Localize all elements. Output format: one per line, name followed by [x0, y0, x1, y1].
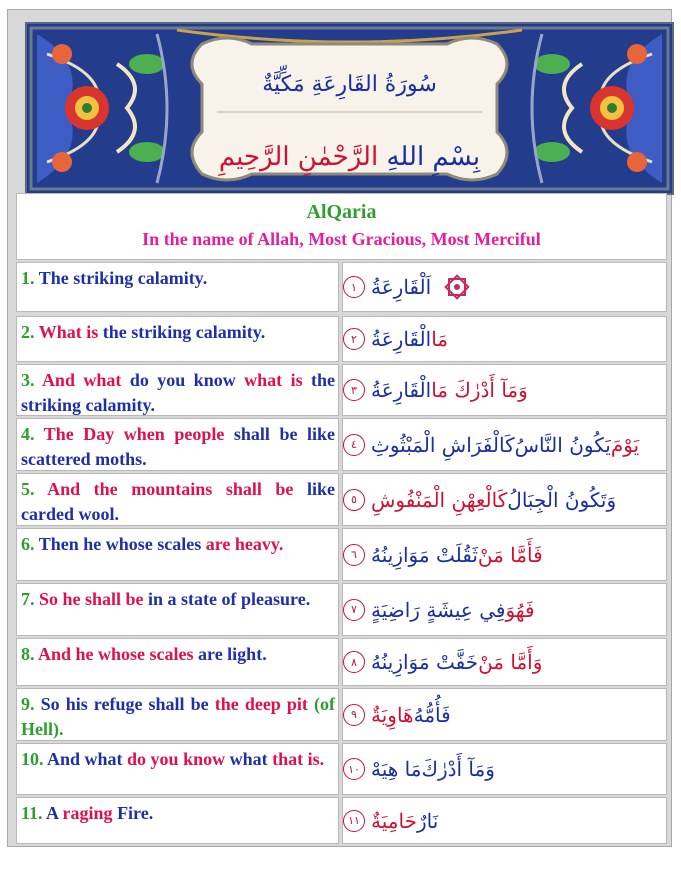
table-row [16, 638, 667, 686]
arabic-segment: الْقَارِعَةُ [371, 378, 432, 402]
verse-number: 10. [21, 749, 44, 769]
ayah-number-marker: ٦ [343, 544, 365, 566]
arabic-segment: هَاوِيَةٌ [371, 702, 414, 727]
english-translation-cell [16, 364, 339, 416]
page-title: AlQaria [306, 201, 377, 223]
title-box [16, 193, 667, 260]
english-translation-cell [16, 638, 339, 686]
translation-segment: what [225, 749, 273, 769]
table-row [16, 743, 667, 795]
verse-number: 5. [21, 479, 35, 499]
english-translation-cell [16, 262, 339, 312]
arabic-segment: مَا هِيَهْ [371, 757, 422, 781]
table-row [16, 418, 667, 471]
translation-segment: shall be like scattered moths. [21, 424, 335, 469]
translation-segment: And what [47, 749, 128, 769]
arabic-verse-cell [342, 528, 667, 581]
arabic-segment: فَهُوَ [505, 597, 535, 622]
english-translation-cell [16, 316, 339, 362]
verse-number: 11. [21, 803, 43, 823]
translation-segment: (of Hell). [21, 694, 335, 739]
translation-segment: And he whose scales [38, 644, 194, 664]
translation-segment: So he shall be [39, 589, 144, 609]
ayah-number-marker: ٨ [343, 651, 365, 673]
arabic-segment: كَالْعِهْنِ الْمَنْفُوشِ [371, 487, 508, 512]
translation-segment: the deep pit [214, 694, 308, 714]
translation-segment: raging [62, 803, 113, 823]
arabic-verse-cell [342, 638, 667, 686]
surah-name-text: سُورَةُ القَارِعَةِ مَكِّيَّةٌ [262, 72, 437, 97]
translation-segment: what is [244, 370, 303, 390]
arabic-segment: حَامِيَةٌ [371, 808, 417, 833]
ayah-number-marker: ٤ [343, 434, 365, 456]
page-subtitle: In the name of Allah, Most Gracious, Most Merciful [142, 229, 541, 249]
ayah-number-marker: ٣ [343, 379, 365, 401]
arabic-segment: فَأَمَّا مَنْ [477, 542, 543, 567]
surah-name-arabic [27, 72, 672, 97]
basmala-arabic [27, 142, 672, 172]
basmala-part1: بِسْمِ اللهِ [386, 142, 481, 172]
table-row [16, 262, 667, 312]
table-row [16, 797, 667, 844]
ayah-number-marker: ٧ [343, 599, 365, 621]
translation-segment: in a state of pleasure. [143, 589, 311, 609]
translation-segment: A [46, 803, 63, 823]
verse-number: 6. [21, 534, 35, 554]
english-translation-cell [16, 473, 339, 526]
ayah-number-marker: ٩ [343, 704, 365, 726]
arabic-verse-cell [342, 583, 667, 636]
translation-segment: Fire. [112, 803, 154, 823]
arabic-segment: يَكُونُ النَّاسُ [514, 432, 611, 457]
arabic-segment: يَوْمَ [610, 432, 640, 457]
arabic-verse-cell [342, 743, 667, 795]
arabic-verse-cell [342, 262, 667, 312]
verse-number: 3. [21, 370, 35, 390]
arabic-verse-cell [342, 797, 667, 844]
arabic-segment: خَفَّتْ مَوَازِينُهُ [371, 650, 479, 674]
arabic-verse-cell [342, 688, 667, 741]
table-row [16, 528, 667, 581]
ayah-number-marker: ١١ [343, 810, 365, 832]
arabic-segment: فِي عِيشَةٍ رَاضِيَةٍ [371, 597, 506, 622]
translation-segment: the striking calamity. [21, 370, 335, 415]
arabic-verse-cell [342, 316, 667, 362]
arabic-segment: مَا [431, 327, 448, 351]
table-row [16, 583, 667, 636]
translation-segment: The striking calamity. [38, 268, 208, 288]
arabic-segment: اَلْقَارِعَةُ [371, 275, 432, 299]
translation-segment: the striking calamity. [98, 322, 266, 342]
decorative-banner [25, 22, 674, 195]
arabic-segment: كَالْفَرَاشِ الْمَبْثُوثِ [371, 432, 515, 457]
verse-number: 1. [21, 268, 35, 288]
translation-segment: do you know [121, 370, 245, 390]
translation-segment: shall be [212, 479, 307, 499]
english-translation-cell [16, 418, 339, 471]
arabic-verse-cell [342, 364, 667, 416]
translation-segment: do you know [127, 749, 226, 769]
english-translation-cell [16, 797, 339, 844]
verse-number: 2. [21, 322, 35, 342]
rub-el-hizb-icon [441, 273, 473, 301]
translation-segment: Then he whose scales [38, 534, 206, 554]
translation-segment: And the mountains [47, 479, 213, 499]
basmala-part2: الرَّحْمٰنِ الرَّحِيمِ [218, 142, 379, 172]
arabic-segment: ثَقُلَتْ مَوَازِينُهُ [371, 542, 478, 567]
arabic-segment: نَارٌ [416, 808, 439, 833]
ayah-number-marker: ٥ [343, 489, 365, 511]
table-row [16, 364, 667, 416]
table-row [16, 688, 667, 741]
verse-number: 9. [21, 694, 35, 714]
table-row [16, 473, 667, 526]
translation-segment: are light. [193, 644, 267, 664]
translation-segment: So his refuge shall be [40, 694, 215, 714]
verse-number: 8. [21, 644, 35, 664]
translation-segment: like carded wool. [21, 479, 335, 524]
arabic-segment: وَأَمَّا مَنْ [478, 650, 543, 674]
table-row [16, 316, 667, 362]
arabic-verse-cell [342, 418, 667, 471]
arabic-segment: فَأُمُّهُ [413, 702, 451, 727]
translation-segment: What is [38, 322, 99, 342]
translation-segment: And what [41, 370, 122, 390]
translation-segment: that is. [272, 749, 325, 769]
verse-number: 7. [21, 589, 35, 609]
arabic-verse-cell [342, 473, 667, 526]
arabic-segment: وَتَكُونُ الْجِبَالُ [507, 487, 617, 512]
english-translation-cell [16, 528, 339, 581]
ayah-number-marker: ١ [343, 276, 365, 298]
english-translation-cell [16, 583, 339, 636]
verse-number: 4. [21, 424, 35, 444]
arabic-segment: وَمَآ أَدْرٰكَ مَا [431, 378, 528, 402]
translation-segment: The Day when people [43, 424, 225, 444]
translation-segment: are heavy. [205, 534, 284, 554]
ayah-number-marker: ٢ [343, 328, 365, 350]
ayah-number-marker: ١٠ [343, 758, 365, 780]
english-translation-cell [16, 688, 339, 741]
english-translation-cell [16, 743, 339, 795]
arabic-segment: وَمَآ أَدْرٰكَ [421, 757, 495, 781]
arabic-segment: الْقَارِعَةُ [371, 327, 432, 351]
